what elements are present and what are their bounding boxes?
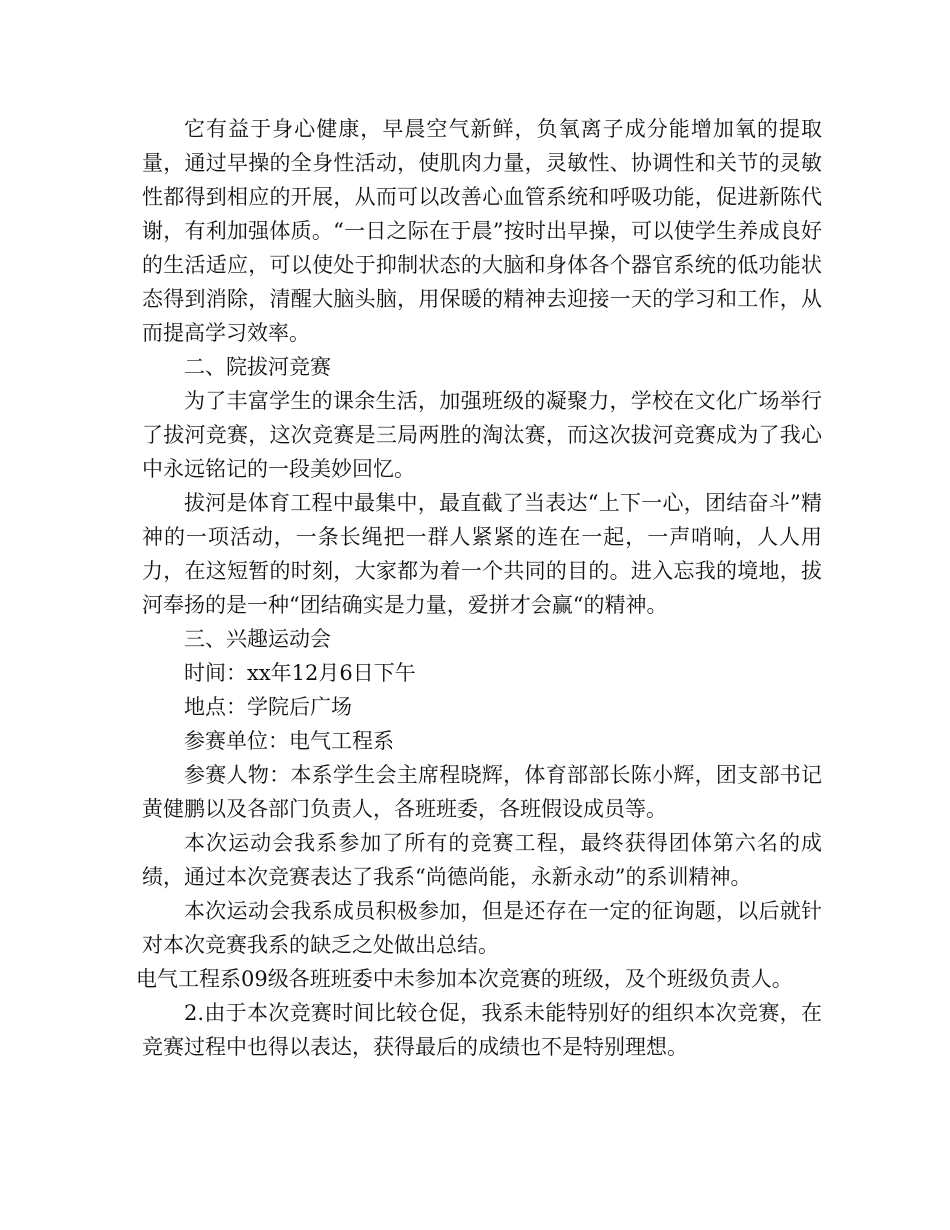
paragraph-tug-of-war-intro: 为了丰富学生的课余生活，加强班级的凝聚力，学校在文化广场举行了拔河竞赛，这次竞赛是三局两胜的淘汰赛，而这次拔河竞赛成为了我心中永远铭记的一段美妙回忆。 xyxy=(142,389,822,481)
section-heading-sports-meet: 三、兴趣运动会 xyxy=(184,627,331,651)
paragraph-results: 本次运动会我系参加了所有的竞赛工程，最终获得团体第六名的成绩，通过本次竞赛表达了我系“尚德尚能，永新永动”的系训精神。 xyxy=(142,831,822,889)
section-heading-tug-of-war: 二、院拔河竞赛 xyxy=(184,355,331,379)
paragraph-time: 时间：xx年12月6日下午 xyxy=(184,661,416,685)
document-page xyxy=(136,112,822,1064)
paragraph-absent-classes: 电气工程系09级各班班委中未参加本次竞赛的班级，及个班级负责人。 xyxy=(136,967,793,991)
paragraph-point-2: 2.由于本次竞赛时间比较仓促，我系未能特别好的组织本次竞赛，在竞赛过程中也得以表达，获得最后的成绩也不是特别理想。 xyxy=(142,1001,822,1059)
paragraph-summary: 本次运动会我系成员积极参加，但是还存在一定的征询题，以后就针对本次竞赛我系的缺乏之处做出总结。 xyxy=(142,899,822,957)
paragraph-tug-of-war-spirit: 拔河是体育工程中最集中，最直截了当表达“上下一心，团结奋斗”精神的一项活动，一条长绳把一群人紧紧的连在一起，一声哨响，人人用力，在这短暂的时刻，大家都为着一个共同的目的。进入忘我的境地，拔河奉扬的是一种“团结确实是力量，爱拼才会赢“的精神。 xyxy=(142,491,822,617)
paragraph-location: 地点：学院后广场 xyxy=(184,695,352,719)
paragraph-health-benefits: 它有益于身心健康，早晨空气新鲜，负氧离子成分能增加氧的提取量，通过早操的全身性活动，使肌肉力量，灵敏性、协调性和关节的灵敏性都得到相应的开展，从而可以改善心血管系统和呼吸功能，促进新陈代谢，有利加强体质。“一日之际在于晨”按时出早操，可以使学生养成良好的生活适应，可以使处于抑制状态的大脑和身体各个器官系统的低功能状态得到消除，清醒大脑头脑，用保暖的精神去迎接一天的学习和工作，从而提高学习效率。 xyxy=(142,117,822,345)
paragraph-participants: 参赛人物：本系学生会主席程晓辉，体育部部长陈小辉，团支部书记黄健鹏以及各部门负责人，各班班委，各班假设成员等。 xyxy=(142,763,822,821)
paragraph-participating-unit: 参赛单位：电气工程系 xyxy=(184,729,394,753)
